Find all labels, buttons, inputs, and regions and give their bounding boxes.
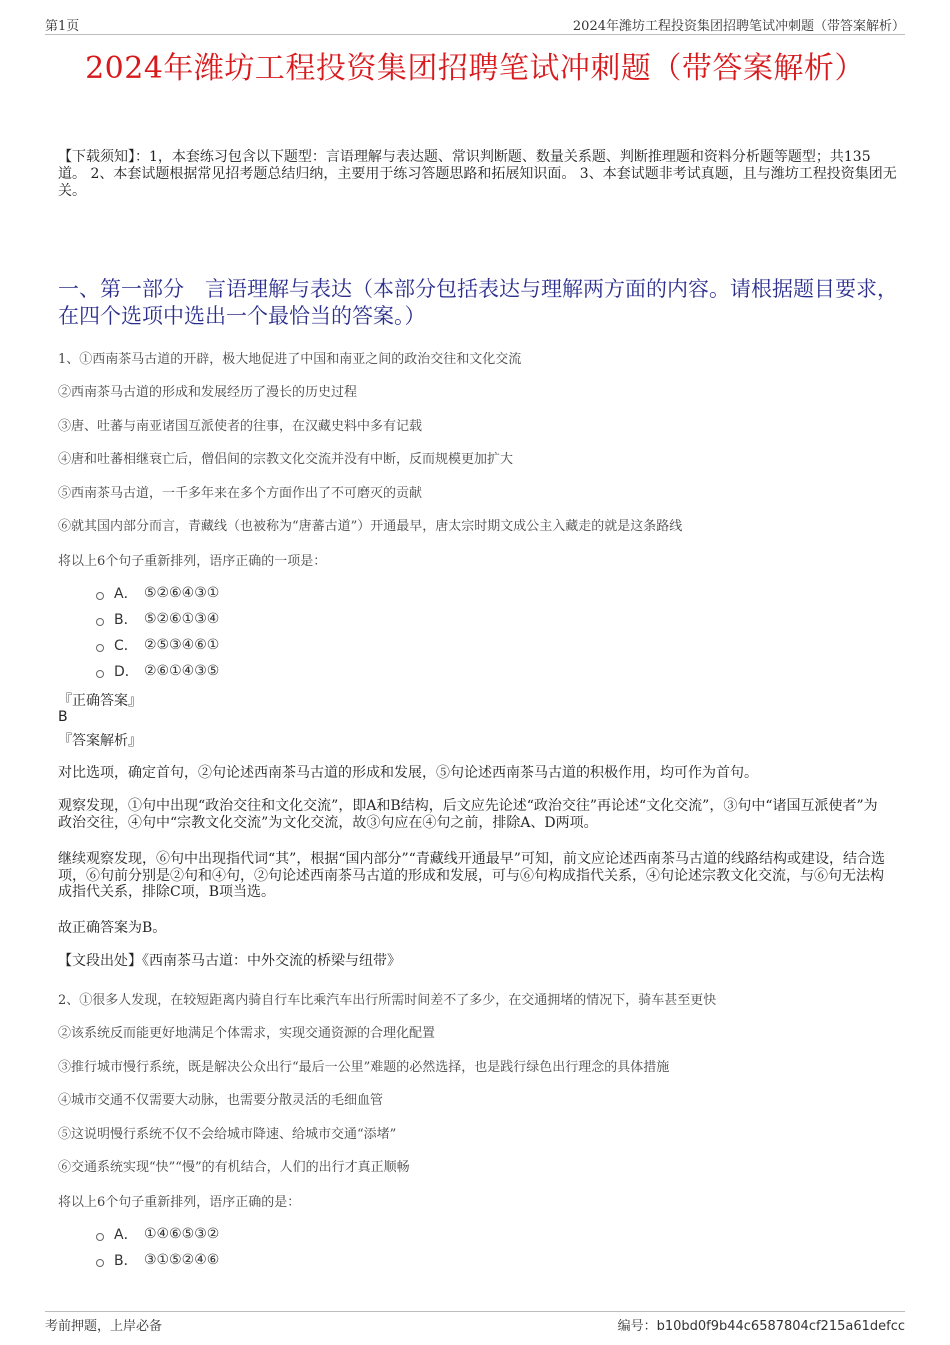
q2-line: ③推行城市慢行系统，既是解决公众出行“最后一公里”难题的必然选择，也是践行绿色出行理念的具体措施 [58,1060,670,1075]
option-letter: A． [114,1227,138,1243]
footer-slogan: 考前押题，上岸必备 [45,1319,163,1334]
q2-option-a[interactable] [96,1224,219,1244]
q1-prompt: 将以上6个句子重新排列，语序正确的一项是： [58,554,327,569]
radio-icon[interactable] [96,592,104,600]
option-text: ⑤②⑥①③④ [144,611,220,627]
q2-prompt: 将以上6个句子重新排列，语序正确的是： [58,1195,301,1210]
radio-icon[interactable] [96,644,104,652]
q1-line: ④唐和吐蕃相继衰亡后，僧侣间的宗教文化交流并没有中断，反而规模更加扩大 [58,452,514,467]
radio-icon[interactable] [96,618,104,626]
radio-icon[interactable] [96,1259,104,1267]
option-letter: D． [114,664,139,680]
header-doc-title: 2024年潍坊工程投资集团招聘笔试冲刺题（带答案解析） [572,19,905,34]
download-notice: 【下载须知】：1，本套练习包含以下题型：言语理解与表达题、常识判断题、数量关系题、判断推理题和资料分析题等题型；共135道。 2、本套试题根据常见招考题总结归纳，主要用于练习答题思路和拓展知识面。 3、本套试题非考试真题，且与潍坊工程投资集团无关。 [58,149,897,199]
q1-option-b[interactable] [96,609,219,629]
option-letter: A． [114,586,138,602]
code-value: b10bd0f9b44c6587804cf215a61defcc [656,1319,905,1334]
q2-line: ⑥交通系统实现“快”“慢”的有机结合，人们的出行才真正顺畅 [58,1160,410,1175]
analysis-paragraph: 观察发现，①句中出现“政治交往和文化交流”，即A和B结构，后文应先论述“政治交往”再论述“文化交流”，③句中“诸国互派使者”为政治交往，④句中“宗教文化交流”为文化交流，故③句应在④句之前，排除A、D两项。 [58,798,878,831]
q2-line: ②该系统反而能更好地满足个体需求，实现交通资源的合理化配置 [58,1026,436,1041]
q1-option-d[interactable] [96,661,219,681]
analysis-label: 『答案解析』 [58,733,142,749]
code-label: 编号： [617,1319,657,1334]
option-letter: B． [114,1253,138,1269]
option-text: ⑤②⑥④③① [144,585,220,601]
q1-line: ⑥就其国内部分而言，青藏线（也被称为“唐蕃古道”）开通最早，唐太宗时期文成公主入藏走的就是这条路线 [58,519,683,534]
option-text: ③①⑤②④⑥ [144,1252,220,1268]
source-citation: 【文段出处】《西南茶马古道：中外交流的桥梁与纽带》 [58,953,401,969]
q2-line: 2、①很多人发现，在较短距离内骑自行车比乘汽车出行所需时间差不了多少，在交通拥堵的情况下，骑车甚至更快 [58,993,717,1008]
analysis-paragraph: 对比选项，确定首句，②句论述西南茶马古道的形成和发展，⑤句论述西南茶马古道的积极作用，均可作为首句。 [58,765,758,781]
option-letter: C． [114,638,138,654]
section-heading: 一、第一部分 言语理解与表达（本部分包括表达与理解两方面的内容。请根据题目要求，在四个选项中选出一个最恰当的答案。） [58,277,898,328]
q1-line: 1、①西南茶马古道的开辟，极大地促进了中国和南亚之间的政治交往和文化交流 [58,352,522,367]
q1-line: ⑤西南茶马古道，一千多年来在多个方面作出了不可磨灭的贡献 [58,486,423,501]
q1-line: ②西南茶马古道的形成和发展经历了漫长的历史过程 [58,385,358,400]
option-text: ②⑥①④③⑤ [144,663,220,679]
option-text: ②⑤③④⑥① [144,637,220,653]
correct-answer: B [58,709,68,725]
radio-icon[interactable] [96,670,104,678]
q1-option-c[interactable] [96,635,219,655]
q1-option-a[interactable] [96,583,219,603]
q2-option-b[interactable] [96,1250,219,1270]
q2-line: ④城市交通不仅需要大动脉，也需要分散灵活的毛细血管 [58,1093,384,1108]
correct-answer-label: 『正确答案』 [58,693,142,709]
page-header [45,14,905,35]
option-letter: B． [114,612,138,628]
analysis-paragraph: 继续观察发现，⑥句中出现指代词“其”，根据“国内部分”“青藏线开通最早”可知，前文应论述西南茶马古道的线路结构或建设，结合选项，⑥句前分别是②句和④句，②句论述西南茶马古道的形成和发展，可与⑥句构成指代关系，④句论述宗教文化交流，与⑥句无法构成指代关系，排除C项，B项当选。 [58,851,885,900]
radio-icon[interactable] [96,1233,104,1241]
page-number: 第1页 [45,19,80,34]
option-text: ①④⑥⑤③② [144,1226,220,1242]
q2-line: ⑤这说明慢行系统不仅不会给城市降速、给城市交通“添堵” [58,1127,397,1142]
q1-line: ③唐、吐蕃与南亚诸国互派使者的往事，在汉藏史料中多有记载 [58,419,423,434]
document-code [618,1315,905,1334]
analysis-paragraph: 故正确答案为B。 [58,920,167,936]
document-title: 2024年潍坊工程投资集团招聘笔试冲刺题（带答案解析） [85,51,865,86]
page-footer [45,1311,905,1334]
